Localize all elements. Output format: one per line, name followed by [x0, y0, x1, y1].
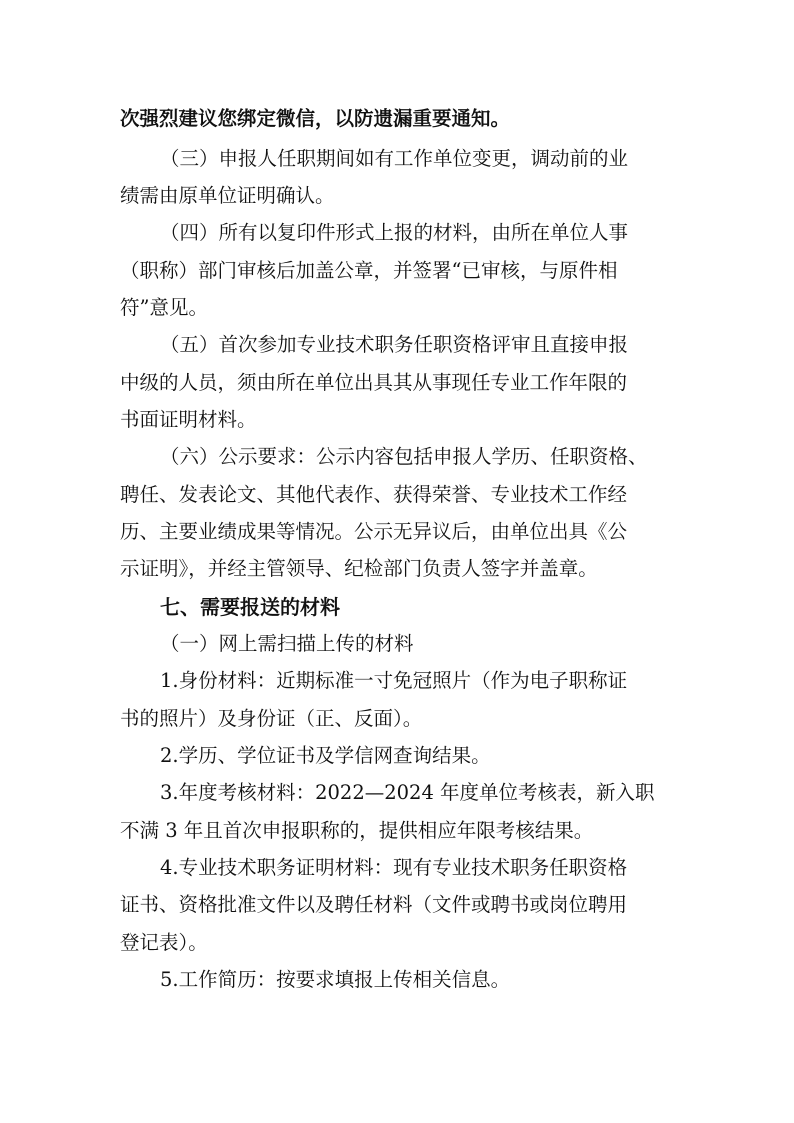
text-line: 示证明》，并经主管领导、纪检部门负责人签字并盖章。: [120, 557, 598, 580]
text-line: 书面证明材料。: [120, 408, 257, 431]
text-line: （三）申报人任职期间如有工作单位变更，调动前的业: [160, 147, 629, 170]
text-line: 2.学历、学位证书及学信网查询结果。: [160, 744, 491, 767]
text-line: （一）网上需扫描上传的材料: [160, 632, 414, 655]
text-line: 中级的人员，须由所在单位出具其从事现任专业工作年限的: [120, 371, 628, 394]
text-line: 聘任、发表论文、其他代表作、获得荣誉、专业技术工作经: [120, 483, 628, 506]
text-line: （五）首次参加专业技术职务任职资格评审且直接申报: [160, 333, 629, 356]
text-line: 历、主要业绩成果等情况。公示无异议后，由单位出具《公: [120, 520, 628, 543]
text-line: 5.工作简历：按要求填报上传相关信息。: [160, 968, 511, 991]
text-line: 登记表）。: [120, 931, 208, 954]
text-line: 3.年度考核材料：2022—2024 年度单位考核表，新入职: [160, 781, 655, 804]
text-line: （四）所有以复印件形式上报的材料，由所在单位人事: [160, 221, 629, 244]
text-line: （六）公示要求：公示内容包括申报人学历、任职资格、: [160, 445, 648, 468]
text-line: 符”意见。: [120, 296, 208, 319]
text-line: 绩需由原单位证明确认。: [120, 184, 335, 207]
text-line: 4.专业技术职务证明材料：现有专业技术职务任职资格: [160, 856, 628, 879]
text-line: 书的照片）及身份证（正、反面）。: [120, 707, 423, 730]
text-line: 不满 3 年且首次申报职称的，提供相应年限考核结果。: [120, 819, 594, 842]
text-line: （职称）部门审核后加盖公章，并签署“已审核，与原件相: [120, 259, 618, 282]
text-line: 证书、资格批准文件以及聘任材料（文件或聘书或岗位聘用: [120, 893, 628, 916]
text-line: 次强烈建议您绑定微信，以防遗漏重要通知。: [120, 107, 511, 130]
section-heading: 七、需要报送的材料: [160, 595, 340, 619]
text-line: 1.身份材料：近期标准一寸免冠照片（作为电子职称证: [160, 669, 628, 692]
